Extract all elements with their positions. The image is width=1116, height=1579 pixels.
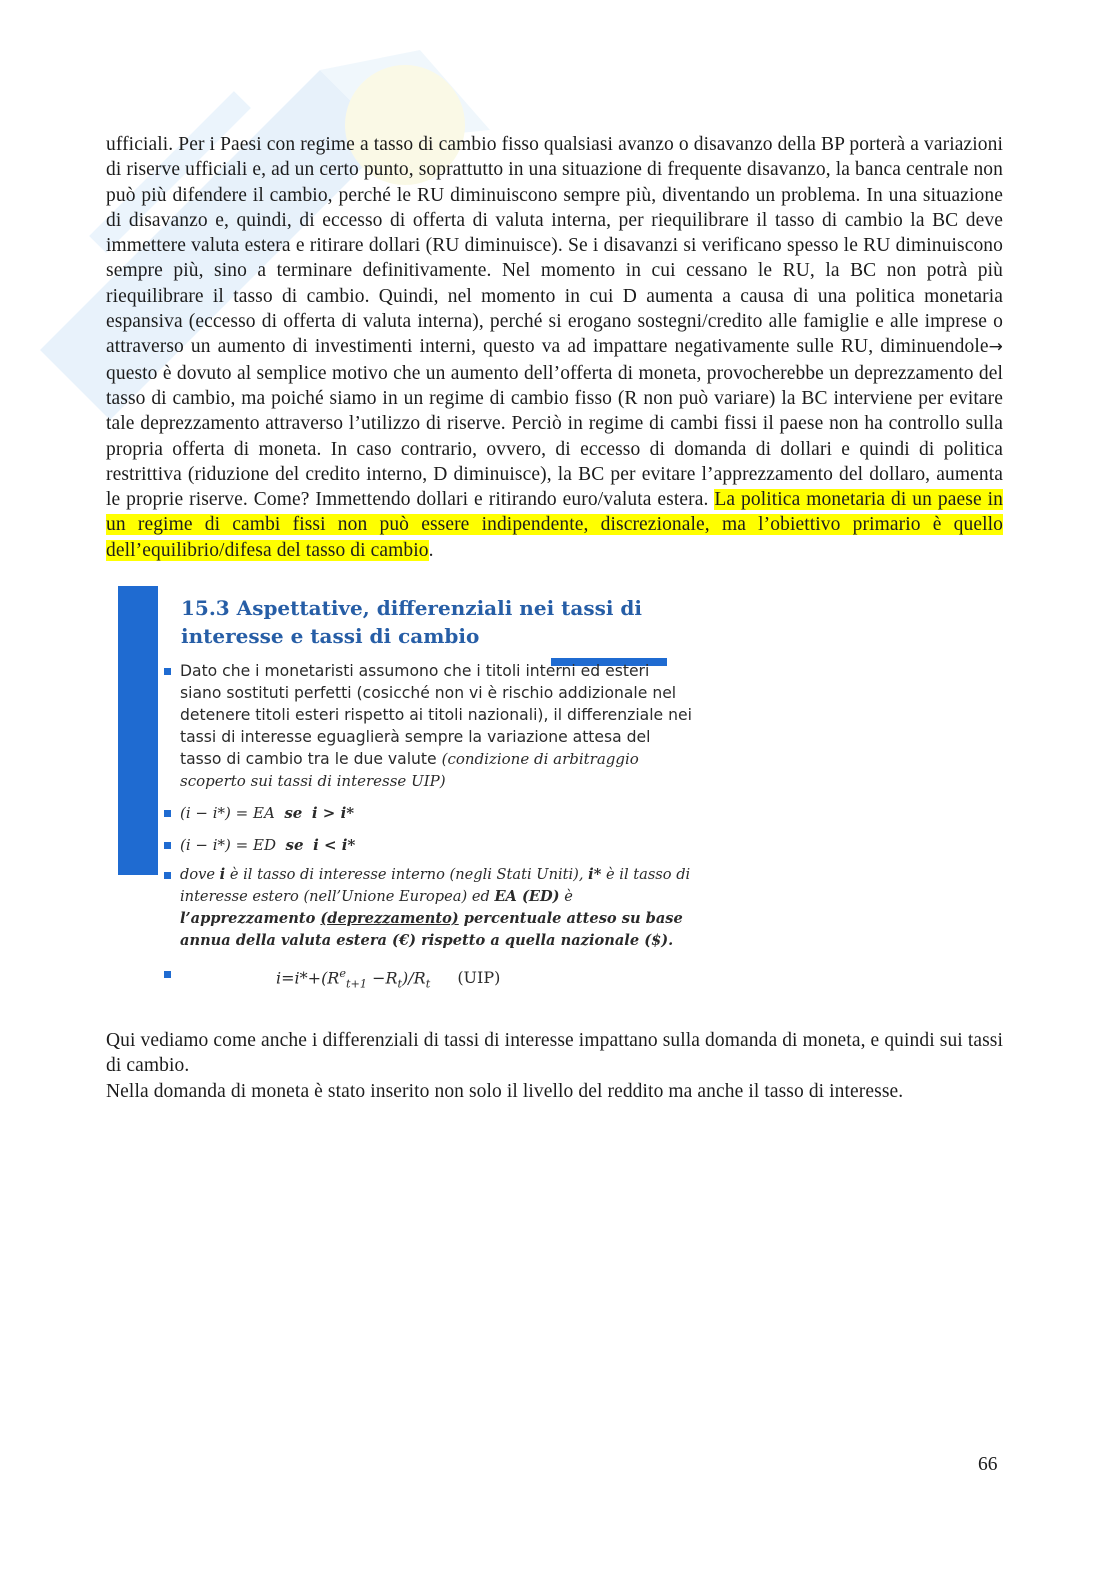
slide-equation xyxy=(162,802,692,824)
uip-label: (UIP) xyxy=(457,968,501,988)
uip-sub: t xyxy=(425,977,431,991)
bullet-condition: (condizione di arbitraggio scoperto sui tassi di interesse UIP) xyxy=(180,750,639,790)
def-text: è il tasso di interesse estero (nell’Unione Europea) ed xyxy=(180,866,691,905)
def-text: è xyxy=(559,888,573,905)
slide-figure xyxy=(118,586,698,1006)
uip-sup: e xyxy=(339,967,346,980)
slide-definition xyxy=(162,864,692,952)
slide-equation xyxy=(162,834,692,856)
uip-term: +(R xyxy=(307,968,340,988)
equation-rhs: i < i* xyxy=(313,836,356,854)
slide-bullet-list xyxy=(162,660,692,997)
body-paragraph-money-demand: Nella domanda di moneta è stato inserito non solo il livello del reddito ma anche il tasso di interesse. xyxy=(106,1081,904,1102)
page-number: 66 xyxy=(978,1454,998,1475)
square-bullet-icon xyxy=(164,810,171,817)
equation-se: se xyxy=(285,836,304,854)
def-symbol-istar: i* xyxy=(588,866,602,883)
uip-equals: = xyxy=(281,968,295,988)
uip-istar: i* xyxy=(294,968,308,988)
uip-sub: t+1 xyxy=(345,977,367,991)
square-bullet-icon xyxy=(164,668,171,675)
equation-se: se xyxy=(284,804,303,822)
slide-title-line-1: 15.3 Aspettative, differenziali nei tassi di xyxy=(181,596,642,620)
uip-term: −R xyxy=(366,968,398,988)
slide-title xyxy=(181,594,681,650)
bullet-text: Dato che i monetaristi assumono che i titoli interni ed esteri siano sostituti perfetti (cosicché non vi è rischio addizionale nel detenere titoli esteri rispetto ai titoli nazionali), il differenziale nei tassi di interesse eguaglierà sempre la variazione attesa del tasso di cambio tra le due valute xyxy=(180,662,692,768)
slide-accent-bar xyxy=(118,586,158,875)
equation-rhs: i > i* xyxy=(311,804,355,822)
body-paragraph-reserves xyxy=(106,132,1003,563)
body-paragraph-differentials: Qui vediamo come anche i differenziali di tassi di interesse impattano sulla domanda di moneta, e quindi sui tassi di cambio. xyxy=(106,1030,1003,1077)
def-text: dove xyxy=(180,866,220,883)
def-symbol-ea-ed: EA (ED) xyxy=(494,888,560,905)
uip-term: )/R xyxy=(402,968,426,988)
def-symbol-i: i xyxy=(219,866,226,883)
uip-sub: t xyxy=(397,977,403,991)
uip-formula xyxy=(276,962,430,997)
uip-i: i xyxy=(276,968,282,988)
square-bullet-icon xyxy=(164,842,171,849)
highlighted-sentence: La politica monetaria di un paese in un regime di cambi fissi non può essere indipendente, discrezionale, ma l’obiettivo primario è quello dell’equilibrio/difesa del tasso di cambio xyxy=(106,489,1003,561)
paragraph-text-continued: questo è dovuto al semplice motivo che un aumento dell’offerta di moneta, provocherebbe un deprezzamento del tasso di cambio, ma poiché siamo in un regime di cambio fisso (R non può variare) la BC interviene per evitare tale deprezzamento attraverso l’utilizzo di riserve. Perciò in regime di cambi fissi il paese non ha controllo sulla propria offerta di moneta. In caso contrario, ovvero, di eccesso di domanda di dollari e quindi di politica restrittiva (riduzione del credito interno, D diminuisce), la BC per evitare l’apprezzamento del dollaro, aumenta le proprie riserve. Come? Immettendo dollari e ritirando euro/valuta estera. xyxy=(106,362,1003,511)
square-bullet-icon xyxy=(164,971,171,978)
right-arrow-icon: → xyxy=(988,337,1003,358)
slide-bullet xyxy=(162,660,692,792)
def-appreciation: l’apprezzamento xyxy=(180,910,321,927)
square-bullet-icon xyxy=(164,872,171,879)
def-text: è il tasso di interesse interno (negli Stati Uniti), xyxy=(225,866,589,883)
paragraph-text: ufficiali. Per i Paesi con regime a tasso di cambio fisso qualsiasi avanzo o disavanzo della BP porterà a variazioni di riserve ufficiali e, ad un certo punto, soprattutto in una situazione di frequente disavanzo, la banca centrale non può più difendere il cambio, perché le RU diminuiscono sempre più, diventando un problema. In una situazione di disavanzo e, quindi, di eccesso di offerta di valuta interna, per riequilibrare il tasso di cambio la BC deve immettere valuta estera e ritirare dollari (RU diminuisce). Se i disavanzi si verificano spesso le RU diminuiscono sempre più, sino a terminare definitivamente. Nel momento in cui cessano le RU, la BC non potrà più riequilibrare il tasso di cambio. Quindi, nel momento in cui D aumenta a causa di una politica monetaria espansiva (eccesso di offerta di valuta interna), perché si erogano sostegni/credito alle famiglie e alle imprese o attraverso un aumento di investimenti interni, questo va ad impattare negativamente sulle RU, diminuendole xyxy=(106,134,1003,358)
equation-lhs: (i − i*) = ED xyxy=(180,836,276,854)
slide-uip-formula xyxy=(162,962,692,997)
equation-lhs: (i − i*) = EA xyxy=(180,804,275,822)
paragraph-end: . xyxy=(428,539,434,561)
def-depreciation: (deprezzamento) xyxy=(320,910,459,927)
def-text-bold: percentuale atteso su base annua della valuta estera (€) rispetto a quella nazionale ($). xyxy=(180,910,683,949)
slide-title-line-2: interesse e tassi di cambio xyxy=(181,624,480,648)
